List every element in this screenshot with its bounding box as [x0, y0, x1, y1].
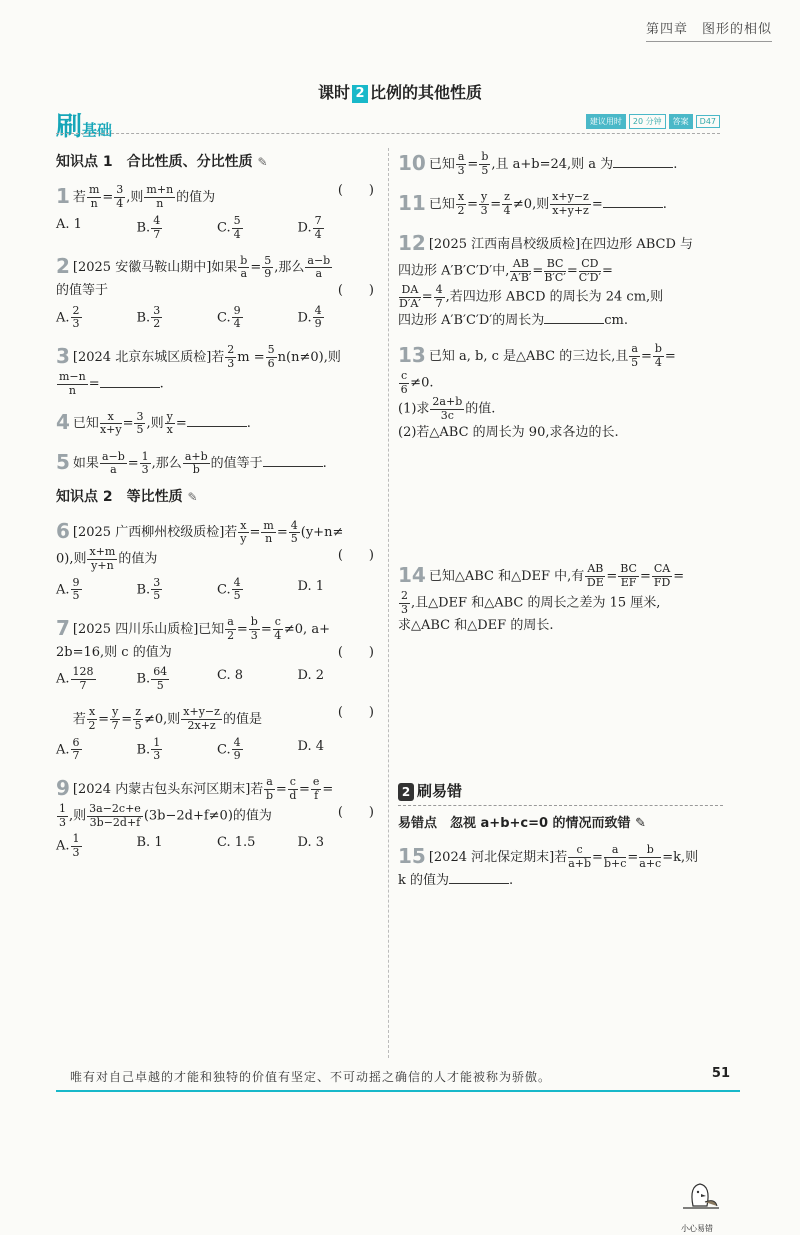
- fraction: $\frac{CD}{C'D'}$: [578, 257, 601, 284]
- option-d: D. $\frac{4}{9}$: [297, 303, 322, 331]
- question-number: 14: [398, 563, 426, 588]
- options: [56, 737, 378, 763]
- answer-page: D47: [696, 115, 720, 128]
- fraction: $\frac{a}{3}$: [457, 150, 465, 177]
- option-b: B. $\frac{1}{3}$: [136, 735, 161, 763]
- fraction: $\frac{z}{5}$: [134, 705, 142, 732]
- question-number: 9: [56, 775, 70, 800]
- left-column: [56, 148, 378, 870]
- answer-paren: ( ): [337, 183, 374, 198]
- question-4: 4 已知 $\frac{x}{x+y}$ = $\frac{3}{5}$ ,则 $\frac{y}{x}$ = .: [56, 409, 251, 437]
- fraction: $\frac{y}{x}$: [166, 409, 173, 437]
- fraction: $\frac{x+y-z}{x+y+z}$: [552, 190, 589, 217]
- header-rule: [56, 133, 720, 134]
- bird-caption: 小心易错: [681, 1224, 713, 1234]
- fraction: $\frac{e}{f}$: [312, 775, 320, 802]
- time-tags: [583, 114, 720, 129]
- question-15: 15 [2024 河北保定期末]若 $\frac{c}{a+b}$ = $\frac{a}{b+c}$ = $\frac{b}{a+c}$ =k,则 k 的值为 .: [398, 843, 699, 889]
- pen-icon: ✎: [635, 815, 646, 831]
- fraction: $\frac{z}{4}$: [503, 190, 511, 217]
- option-a: A. 1: [56, 217, 82, 232]
- fraction: $\frac{m-n}{n}$: [59, 370, 86, 397]
- option-a: A. $\frac{128}{7}$: [56, 665, 94, 693]
- answer-blank: [613, 167, 673, 168]
- fraction: $\frac{2}{3}$: [401, 589, 408, 616]
- bird-mascot-icon: [675, 1172, 725, 1222]
- fraction: $\frac{b}{3}$: [250, 615, 258, 642]
- options: [56, 305, 378, 331]
- question-number: 2: [56, 254, 70, 279]
- fraction: $\frac{CA}{FD}$: [653, 562, 671, 590]
- option-b: B. $\frac{3}{5}$: [136, 575, 161, 603]
- question-number: 15: [398, 844, 426, 869]
- column-divider: [388, 148, 389, 1058]
- option-b: B. $\frac{64}{5}$: [136, 665, 168, 693]
- question-6: 6 [2025 广西柳州校级质检]若 $\frac{x}{y}$ = $\frac{m}{n}$ = $\frac{4}{5}$ (y+n≠ 0),则 $\frac{x+m}{y+n}$ 的值为 ( ) A. $\frac{9}{5}$ B. $\frac{3}{5}$ C. $\frac{4}{5}$ D. 1: [56, 516, 378, 603]
- fraction: $\frac{y}{3}$: [480, 190, 488, 217]
- option-a: A. $\frac{6}{7}$: [56, 735, 80, 763]
- lesson-number: 2: [352, 85, 368, 103]
- option-a: A. $\frac{2}{3}$: [56, 303, 80, 331]
- section-badge: 2: [398, 783, 414, 801]
- fraction: $\frac{5}{9}$: [264, 253, 272, 281]
- footer-rule: [56, 1090, 740, 1092]
- footer-quote: 唯有对自己卓越的才能和独特的价值有坚定、不可动摇之确信的人才能被称为骄傲。: [70, 1070, 552, 1084]
- answer-label: 答案: [669, 114, 693, 129]
- lesson-prefix: 课时: [317, 83, 350, 102]
- question-number: 12: [398, 231, 426, 255]
- fraction: $\frac{a}{2}$: [227, 615, 235, 642]
- knowledge-point-2: 知识点 2 等比性质 ✎: [56, 489, 198, 506]
- fraction: $\frac{x+y-z}{2x+z}$: [183, 705, 220, 732]
- option-c: C. 1.5: [217, 835, 256, 851]
- fraction: $\frac{4}{7}$: [435, 283, 443, 310]
- error-section-header: 2 刷易错: [398, 780, 723, 806]
- option-c: C. $\frac{4}{9}$: [217, 735, 241, 763]
- fraction: $\frac{AB}{A'B'}$: [510, 257, 532, 284]
- fraction: $\frac{a-b}{a}$: [101, 449, 125, 477]
- options: [56, 833, 378, 859]
- fraction: $\frac{x}{2}$: [88, 705, 96, 732]
- fraction: $\frac{DA}{D'A'}$: [399, 283, 421, 310]
- option-b: B. 1: [136, 835, 163, 851]
- answer-blank: [187, 426, 247, 427]
- fraction: $\frac{y}{7}$: [111, 705, 119, 732]
- question-number: 6: [56, 519, 70, 544]
- option-b: B. $\frac{3}{2}$: [136, 303, 161, 331]
- answer-blank: [100, 387, 160, 388]
- question-12: 12 [2025 江西南昌校级质检]在四边形 ABCD 与 四边形 A′B′C′D′中, $\frac{AB}{A'B'}$ = $\frac{BC}{B'C'}$ = $\frac{CD}{C'D'}$ = $\frac{DA}{D'A'}$ = $\frac{4}{7}$ ,若四边形 ABCD 的周长为 24 cm,则 四边形 A′B′C′D′的周长为 cm.: [398, 231, 694, 328]
- question-number: 3: [56, 344, 70, 369]
- answer-blank: [544, 323, 604, 324]
- brand-big: 刷: [56, 112, 83, 142]
- answer-paren: ( ): [337, 704, 374, 720]
- question-13: 13 已知 a, b, c 是△ABC 的三边长,且 $\frac{a}{5}$ = $\frac{b}{4}$ = $\frac{c}{6}$ ≠0. (1)求 $\frac{2a+b}{3c}$ 的值. (2)若△ABC 的周长为 90,求各边的长.: [398, 340, 723, 550]
- question-number: 7: [56, 615, 70, 640]
- answer-paren: ( ): [337, 644, 374, 660]
- error-point: 易错点 忽视 a+b+c=0 的情况而致错 ✎: [398, 815, 646, 831]
- question-8: 若 $\frac{x}{2}$ = $\frac{y}{7}$ = $\frac{z}{5}$ ≠0,则 $\frac{x+y-z}{2x+z}$ 的值是 ( ) A. $\frac{6}{7}$ B. $\frac{1}{3}$ C. $\frac{4}{9}$ D. 4: [56, 703, 378, 763]
- fraction: $\frac{a-b}{a}$: [307, 253, 331, 281]
- question-number: 13: [398, 343, 426, 368]
- question-number: 5: [56, 450, 70, 475]
- question-number: 4: [56, 410, 70, 435]
- fraction: $\frac{b}{5}$: [481, 150, 489, 177]
- lesson-title: [0, 80, 800, 103]
- lesson-name: 比例的其他性质: [370, 83, 483, 102]
- answer-paren: ( ): [337, 283, 374, 299]
- fraction: $\frac{5}{6}$: [267, 343, 275, 371]
- knowledge-point-1: 知识点 1 合比性质、分比性质 ✎: [56, 154, 268, 170]
- fraction: $\frac{m}{n}$: [88, 183, 100, 210]
- question-11: 11 已知 $\frac{x}{2}$ = $\frac{y}{3}$ = $\frac{z}{4}$ ≠0,则 $\frac{x+y-z}{x+y+z}$ = .: [398, 190, 667, 217]
- option-c: C. $\frac{4}{5}$: [217, 575, 241, 603]
- sub-question-2: (2)若△ABC 的周长为 90,求各边的长.: [398, 424, 619, 440]
- question-2: 2 [2025 安徽马鞍山期中]如果 $\frac{b}{a}$ = $\frac{5}{9}$ ,那么 $\frac{a-b}{a}$ 的值等于 ( ) A. $\frac{2}{3}$ B. $\frac{3}{2}$ C. $\frac{9}{4}$ D. $\frac{4}{9}$: [56, 251, 378, 331]
- option-c: C. 8: [217, 668, 244, 684]
- answer-blank: [603, 207, 663, 208]
- question-3: 3 [2024 北京东城区质检]若 $\frac{2}{3}$ m = $\frac{5}{6}$ n(n≠0),则 $\frac{m-n}{n}$ = .: [56, 343, 341, 397]
- pen-icon: ✎: [187, 490, 198, 505]
- option-d: D. 2: [297, 668, 324, 684]
- option-d: D. 1: [297, 578, 324, 594]
- question-7: 7 [2025 四川乐山质检]已知 $\frac{a}{2}$ = $\frac{b}{3}$ = $\frac{c}{4}$ ≠0, a+ 2b=16,则 c 的值为 ( ) A. $\frac{128}{7}$ B. $\frac{64}{5}$ C. 8 D. 2: [56, 613, 378, 693]
- time-value: 20 分钟: [629, 114, 666, 129]
- question-number: 10: [398, 151, 426, 175]
- fraction: $\frac{2a+b}{3c}$: [432, 395, 463, 422]
- brand-small: 基础: [82, 121, 113, 139]
- fraction: $\frac{1}{3}$: [59, 801, 66, 829]
- fraction: $\frac{b}{a}$: [240, 253, 248, 281]
- options: [56, 215, 378, 241]
- option-d: D. 4: [297, 738, 324, 754]
- option-b: B. $\frac{4}{7}$: [136, 214, 161, 241]
- fraction: $\frac{x}{x+y}$: [99, 409, 122, 437]
- fraction: $\frac{c}{d}$: [289, 775, 297, 802]
- fraction: $\frac{3}{5}$: [136, 409, 144, 437]
- question-5: 5 如果 $\frac{a-b}{a}$ = $\frac{1}{3}$ ,那么 $\frac{a+b}{b}$ 的值等于 .: [56, 449, 327, 477]
- question-number: 1: [56, 184, 70, 208]
- time-label: 建议用时: [586, 114, 626, 129]
- fraction: $\frac{x}{y}$: [240, 518, 247, 546]
- answer-paren: ( ): [337, 548, 374, 564]
- fraction: $\frac{3a-2c+e}{3b-2d+f}$: [89, 801, 141, 829]
- fraction: $\frac{a+b}{b}$: [184, 449, 208, 477]
- option-d: D. $\frac{7}{4}$: [297, 214, 322, 241]
- fraction: $\frac{2}{3}$: [227, 343, 235, 371]
- option-c: C. $\frac{5}{4}$: [217, 214, 241, 241]
- fraction: $\frac{AB}{DE}$: [586, 562, 604, 590]
- fraction: $\frac{1}{3}$: [141, 449, 149, 477]
- fraction: $\frac{m+n}{n}$: [146, 183, 174, 210]
- page-number: 51: [711, 1066, 730, 1081]
- answer-blank: [263, 466, 323, 467]
- fraction: $\frac{BC}{B'C'}$: [544, 257, 566, 284]
- fraction: $\frac{b}{a+c}$: [639, 843, 662, 871]
- fraction: $\frac{a}{5}$: [631, 342, 639, 370]
- question-number: 11: [398, 191, 426, 215]
- option-a: A. $\frac{9}{5}$: [56, 575, 80, 603]
- question-14: 14 已知△ABC 和△DEF 中,有 $\frac{AB}{DE}$ = $\frac{BC}{EF}$ = $\frac{CA}{FD}$ = $\frac{2}{3}$ ,且△DEF 和△ABC 的周长之差为 15 厘米, 求△ABC 和△DEF 的周长. 小心易错: [398, 560, 723, 770]
- option-d: D. 3: [297, 835, 324, 851]
- fraction: $\frac{b}{4}$: [654, 342, 662, 370]
- pen-icon: ✎: [257, 155, 268, 169]
- chapter-header: 第四章 图形的相似: [646, 18, 772, 42]
- question-9: 9 [2024 内蒙古包头东河区期末]若 $\frac{a}{b}$ = $\frac{c}{d}$ = $\frac{e}{f}$ = $\frac{1}{3}$ ,则 $\frac{3a-2c+e}{3b-2d+f}$ (3b−2d+f≠0)的值为 ( ) A. $\frac{1}{3}$ B. 1 C. 1.5 D. 3: [56, 773, 378, 860]
- answer-paren: ( ): [337, 804, 374, 820]
- section-brand: [56, 106, 112, 143]
- fraction: $\frac{BC}{EF}$: [620, 562, 637, 590]
- question-1: 1 若 $\frac{m}{n}$ = $\frac{3}{4}$ ,则 $\frac{m+n}{n}$ 的值为 ( ) A. 1 B. $\frac{4}{7}$ C. $\frac{5}{4}$ D. $\frac{7}{4}$: [56, 181, 378, 241]
- fraction: $\frac{x}{2}$: [457, 190, 465, 217]
- fraction: $\frac{a}{b}$: [266, 775, 274, 802]
- options: [56, 577, 378, 603]
- option-a: A. $\frac{1}{3}$: [56, 832, 80, 859]
- fraction: $\frac{m}{n}$: [263, 518, 274, 546]
- fraction: $\frac{c}{6}$: [400, 369, 408, 396]
- fraction: $\frac{4}{5}$: [290, 518, 298, 546]
- fraction: $\frac{a}{b+c}$: [603, 843, 627, 871]
- fraction: $\frac{x+m}{y+n}$: [89, 545, 116, 572]
- fraction: $\frac{c}{4}$: [274, 615, 282, 642]
- answer-blank: [449, 883, 509, 884]
- sub-question-1: (1)求 $\frac{2a+b}{3c}$ 的值.: [398, 395, 496, 422]
- fraction: $\frac{3}{4}$: [116, 183, 124, 210]
- fraction: $\frac{c}{a+b}$: [568, 843, 592, 871]
- options: [56, 666, 378, 692]
- question-10: 10 已知 $\frac{a}{3}$ = $\frac{b}{5}$ ,且 a+b=24,则 a 为 .: [398, 150, 678, 177]
- option-c: C. $\frac{9}{4}$: [217, 303, 241, 331]
